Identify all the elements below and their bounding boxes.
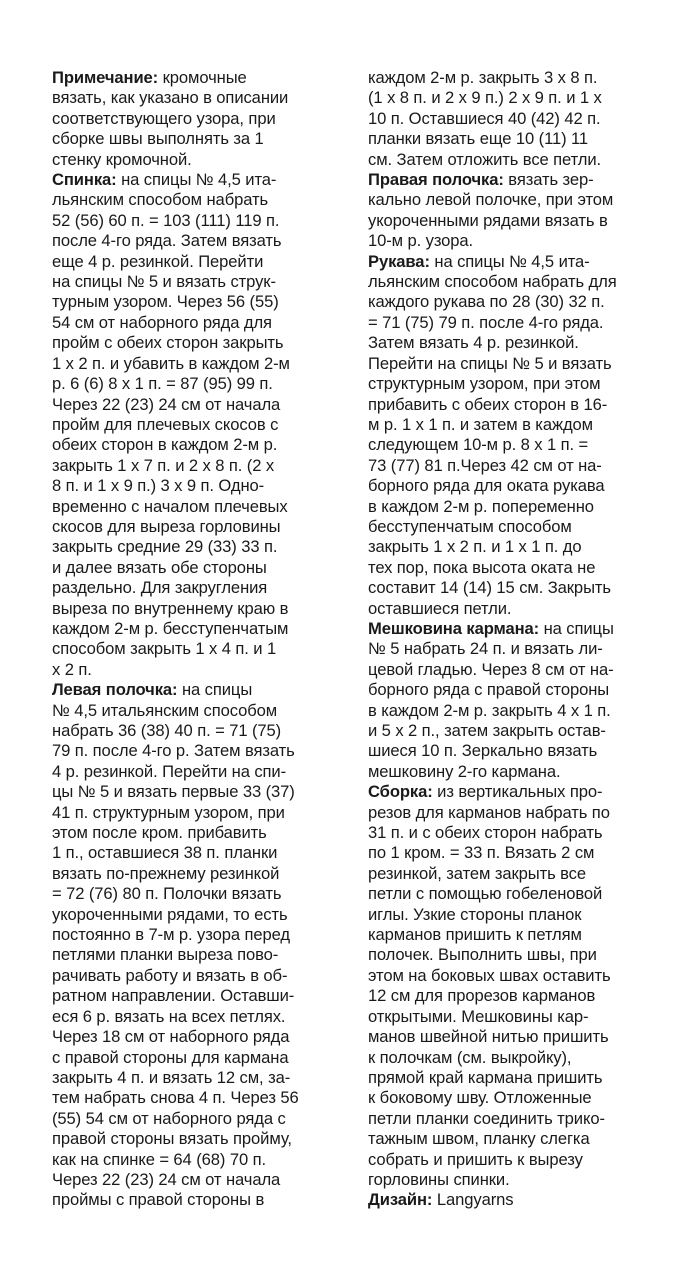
text-run: кромочные xyxy=(158,68,247,87)
text-line xyxy=(368,252,658,272)
text-run: горловины спинки. xyxy=(368,1169,510,1189)
text-run: № 4,5 итальянским способом xyxy=(52,700,278,720)
text-line xyxy=(52,1109,352,1129)
text-line xyxy=(52,1170,352,1190)
text-line xyxy=(368,1027,658,1047)
section-heading: Мешковина кармана: xyxy=(368,618,540,638)
text-line xyxy=(52,537,352,557)
text-run: 31 п. и с обеих сторон набрать xyxy=(368,823,603,843)
text-run: резинкой, затем закрыть все xyxy=(368,863,586,883)
text-run: мешковину 2-го кармана. xyxy=(368,761,561,781)
text-line xyxy=(368,599,658,619)
text-line xyxy=(368,109,658,129)
text-line xyxy=(52,272,352,292)
text-line xyxy=(52,905,352,925)
text-run: обеих сторон в каждом 2-м р. xyxy=(52,435,278,455)
text-run: 54 см от наборного ряда для xyxy=(52,312,272,332)
text-line xyxy=(52,150,352,170)
text-line xyxy=(52,966,352,986)
text-line xyxy=(368,578,658,598)
text-line xyxy=(52,456,352,476)
text-run: карманов пришить к петлям xyxy=(368,925,582,945)
text-line xyxy=(52,619,352,639)
text-run: 12 см для прорезов карманов xyxy=(368,986,596,1006)
text-line xyxy=(52,129,352,149)
text-run: см. Затем отложить все петли. xyxy=(368,149,602,169)
text-run: на спицы xyxy=(177,680,253,700)
text-run: временно с началом плечевых xyxy=(52,496,288,516)
text-run: тем набрать снова 4 п. Через 56 xyxy=(52,1088,299,1108)
text-run: прямой край кармана пришить xyxy=(368,1067,603,1087)
text-run: прибавить с обеих сторон в 16- xyxy=(368,394,608,414)
text-run: открытыми. Мешковины кар- xyxy=(368,1006,589,1026)
text-line xyxy=(52,231,352,251)
text-line xyxy=(52,415,352,435)
text-run: Перейти на спицы № 5 и вязать xyxy=(368,353,612,373)
text-line xyxy=(52,109,352,129)
text-run: планки вязать еще 10 (11) 11 xyxy=(368,129,589,149)
text-run: после 4-го ряда. Затем вязать xyxy=(52,231,282,251)
text-line xyxy=(368,415,658,435)
text-run: этом на боковых швах оставить xyxy=(368,965,611,985)
text-line xyxy=(52,639,352,659)
text-line xyxy=(368,945,658,965)
text-line xyxy=(52,558,352,578)
text-line xyxy=(368,190,658,210)
text-line xyxy=(368,966,658,986)
section-heading: Правая полочка: xyxy=(368,170,504,190)
text-line xyxy=(368,354,658,374)
text-run: тажным швом, планку слегка xyxy=(368,1129,590,1149)
text-line xyxy=(368,905,658,925)
text-run: в каждом 2-м р. закрыть 4 х 1 п. xyxy=(368,700,611,720)
text-line xyxy=(368,497,658,517)
text-run: резов для карманов набрать по xyxy=(368,802,610,822)
text-line xyxy=(52,803,352,823)
text-line xyxy=(52,497,352,517)
text-line xyxy=(368,782,658,802)
text-run: из вертикальных про- xyxy=(432,782,603,802)
text-run: Через 22 (23) 24 см от начала xyxy=(52,394,281,414)
text-line xyxy=(52,395,352,415)
text-run: шиеся 10 п. Зеркально вязать xyxy=(368,741,598,761)
text-line xyxy=(52,1068,352,1088)
text-line xyxy=(52,823,352,843)
text-line xyxy=(52,354,352,374)
text-line xyxy=(368,150,658,170)
text-run: собрать и пришить к вырезу xyxy=(368,1149,583,1169)
text-line xyxy=(52,292,352,312)
section-heading: Левая полочка: xyxy=(52,680,178,700)
text-line xyxy=(368,435,658,455)
text-line xyxy=(52,945,352,965)
text-run: проймы с правой стороны в xyxy=(52,1190,265,1210)
text-run: и далее вязать обе стороны xyxy=(52,557,267,577)
text-run: этом после кром. прибавить xyxy=(52,823,267,843)
text-line xyxy=(52,925,352,945)
text-run: и 5 х 2 п., затем закрыть остав- xyxy=(368,721,606,740)
text-run: 10-м р. узора. xyxy=(368,231,474,251)
text-line xyxy=(368,517,658,537)
text-line xyxy=(368,680,658,700)
text-run: вязать зер- xyxy=(503,170,594,190)
text-run: м р. 1 х 1 п. и затем в каждом xyxy=(368,414,593,434)
text-run: борного ряда с правой стороны xyxy=(368,680,610,700)
text-run: р. 6 (6) 8 х 1 п. = 87 (95) 99 п. xyxy=(52,374,273,394)
text-line xyxy=(52,986,352,1006)
text-run: сборке швы выполнять за 1 xyxy=(52,129,264,149)
text-run: Через 18 см от наборного ряда xyxy=(52,1027,290,1047)
text-run: 1 п., оставшиеся 38 п. планки xyxy=(52,843,278,863)
text-run: на спицы № 4,5 ита- xyxy=(116,170,277,190)
text-line xyxy=(368,88,658,108)
text-run: х 2 п. xyxy=(52,659,92,679)
text-line xyxy=(368,741,658,761)
text-line xyxy=(368,456,658,476)
text-run: тех пор, пока высота оката не xyxy=(368,557,596,577)
text-line xyxy=(368,395,658,415)
text-run: (1 х 8 п. и 2 х 9 п.) 2 х 9 п. и 1 х xyxy=(368,88,602,108)
text-run: Langyarns xyxy=(432,1190,514,1210)
text-run: полочек. Выполнить швы, при xyxy=(368,945,597,965)
right-text-column xyxy=(368,68,658,1211)
text-line xyxy=(52,1190,352,1210)
text-run: кально левой полочке, при этом xyxy=(368,190,614,210)
text-run: турным узором. Через 56 (55) xyxy=(52,292,279,312)
text-line xyxy=(368,884,658,904)
text-line xyxy=(368,925,658,945)
text-run: правой стороны вязать пройму, xyxy=(52,1129,292,1149)
text-line xyxy=(368,68,658,88)
text-run: 52 (56) 60 п. = 103 (111) 119 п. xyxy=(52,210,280,230)
text-run: способом закрыть 1 х 4 п. и 1 xyxy=(52,639,277,659)
text-line xyxy=(368,1109,658,1129)
text-run: каждого рукава по 28 (30) 32 п. xyxy=(368,292,605,312)
section-heading: Спинка: xyxy=(52,170,117,190)
text-run: укороченными рядами, то есть xyxy=(52,904,288,924)
text-run: с правой стороны для кармана xyxy=(52,1047,289,1067)
text-run: = 72 (76) 80 п. Полочки вязать xyxy=(52,884,282,904)
text-line xyxy=(368,333,658,353)
text-line xyxy=(368,313,658,333)
text-line xyxy=(52,517,352,537)
text-run: 1 х 2 п. и убавить в каждом 2-м xyxy=(52,353,290,373)
text-line xyxy=(368,1048,658,1068)
text-line xyxy=(52,599,352,619)
text-line xyxy=(368,170,658,190)
text-line xyxy=(368,986,658,1006)
text-line xyxy=(368,823,658,843)
text-line xyxy=(52,88,352,108)
text-line xyxy=(368,721,658,741)
text-run: раздельно. Для закругления xyxy=(52,578,268,598)
text-run: льянским способом набрать xyxy=(52,190,269,210)
text-run: петли планки соединить трико- xyxy=(368,1108,605,1128)
text-run: на спицы № 5 и вязать струк- xyxy=(52,272,276,292)
text-run: набрать 36 (38) 40 п. = 71 (75) xyxy=(52,721,282,740)
section-heading: Примечание: xyxy=(52,68,159,87)
text-run: еще 4 р. резинкой. Перейти xyxy=(52,251,264,271)
text-run: постоянно в 7-м р. узора перед xyxy=(52,925,290,945)
text-line xyxy=(52,1007,352,1027)
text-line xyxy=(368,374,658,394)
text-run: скосов для выреза горловины xyxy=(52,516,281,536)
text-run: Через 22 (23) 24 см от начала xyxy=(52,1169,281,1189)
text-run: следующем 10-м р. 8 х 1 п. = xyxy=(368,435,589,455)
text-run: соответствующего узора, при xyxy=(52,108,276,128)
text-line xyxy=(52,741,352,761)
text-run: рачивать работу и вязать в об- xyxy=(52,965,288,985)
text-run: на спицы № 4,5 ита- xyxy=(429,251,590,271)
text-run: 8 п. и 1 х 9 п.) 3 х 9 п. Одно- xyxy=(52,476,265,496)
text-line xyxy=(368,1068,658,1088)
text-run: петли с помощью гобеленовой xyxy=(368,884,603,904)
text-line xyxy=(368,864,658,884)
text-run: составит 14 (14) 15 см. Закрыть xyxy=(368,578,611,598)
text-line xyxy=(52,884,352,904)
text-line xyxy=(368,803,658,823)
text-run: льянским способом набрать для xyxy=(368,272,617,292)
text-line xyxy=(52,782,352,802)
text-line xyxy=(368,1190,658,1210)
text-run: закрыть 1 х 2 п. и 1 х 1 п. до xyxy=(368,537,582,557)
text-line xyxy=(368,211,658,231)
text-line xyxy=(368,231,658,251)
text-line xyxy=(368,272,658,292)
section-heading: Сборка: xyxy=(368,782,433,802)
text-run: закрыть 4 п. и вязать 12 см, за- xyxy=(52,1067,291,1087)
text-run: укороченными рядами вязать в xyxy=(368,210,608,230)
text-run: иглы. Узкие стороны планок xyxy=(368,904,582,924)
text-line xyxy=(52,435,352,455)
text-line xyxy=(52,762,352,782)
text-run: еся 6 р. вязать на всех петлях. xyxy=(52,1006,286,1026)
text-line xyxy=(52,1088,352,1108)
text-run: к боковому шву. Отложенные xyxy=(368,1088,592,1108)
text-run: манов швейной нитью пришить xyxy=(368,1027,609,1047)
text-line xyxy=(52,1048,352,1068)
text-run: 79 п. после 4-го р. Затем вязать xyxy=(52,741,295,761)
text-run: оставшиеся петли. xyxy=(368,598,512,618)
text-run: цы № 5 и вязать первые 33 (37) xyxy=(52,782,295,802)
text-run: бесступенчатым способом xyxy=(368,516,572,536)
text-line xyxy=(368,1129,658,1149)
text-run: закрыть 1 х 7 п. и 2 х 8 п. (2 х xyxy=(52,455,275,475)
text-line xyxy=(52,660,352,680)
text-line xyxy=(368,1170,658,1190)
text-line xyxy=(52,843,352,863)
text-line xyxy=(52,190,352,210)
text-run: к полочкам (см. выкройку), xyxy=(368,1047,572,1067)
text-line xyxy=(368,639,658,659)
text-run: ратном направлении. Оставши- xyxy=(52,986,295,1006)
text-run: (55) 54 см от наборного ряда с xyxy=(52,1108,286,1128)
text-run: 4 р. резинкой. Перейти на спи- xyxy=(52,761,287,781)
text-run: в каждом 2-м р. попеременно xyxy=(368,496,594,516)
left-text-column xyxy=(52,68,352,1211)
text-line xyxy=(52,1150,352,1170)
text-line xyxy=(52,170,352,190)
text-line xyxy=(368,476,658,496)
text-run: борного ряда для оката рукава xyxy=(368,476,605,496)
text-line xyxy=(52,1027,352,1047)
text-line xyxy=(52,68,352,88)
text-line xyxy=(368,129,658,149)
text-run: = 71 (75) 79 п. после 4-го ряда. xyxy=(368,312,604,332)
section-heading: Рукава: xyxy=(368,251,430,271)
text-line xyxy=(52,476,352,496)
text-run: вязать по-прежнему резинкой xyxy=(52,863,280,883)
text-run: петлями планки выреза пово- xyxy=(52,945,279,965)
text-line xyxy=(52,701,352,721)
text-line xyxy=(368,1007,658,1027)
text-line xyxy=(52,864,352,884)
text-run: выреза по внутреннему краю в xyxy=(52,598,289,618)
text-run: 10 п. Оставшиеся 40 (42) 42 п. xyxy=(368,108,601,128)
text-line xyxy=(368,619,658,639)
text-run: цевой гладью. Через 8 см от на- xyxy=(368,659,614,679)
text-line xyxy=(368,660,658,680)
text-line xyxy=(368,701,658,721)
text-line xyxy=(52,211,352,231)
text-line xyxy=(52,252,352,272)
text-line xyxy=(52,333,352,353)
text-run: по 1 кром. = 33 п. Вязать 2 см xyxy=(368,843,595,863)
text-line xyxy=(52,313,352,333)
text-run: стенку кромочной. xyxy=(52,149,192,169)
text-line xyxy=(368,843,658,863)
text-run: Затем вязать 4 р. резинкой. xyxy=(368,333,579,353)
text-run: вязать, как указано в описании xyxy=(52,88,289,108)
text-line xyxy=(368,292,658,312)
text-line xyxy=(52,721,352,741)
text-run: 73 (77) 81 п.Через 42 см от на- xyxy=(368,455,602,475)
text-line xyxy=(52,578,352,598)
text-run: как на спинке = 64 (68) 70 п. xyxy=(52,1149,266,1169)
text-run: на спицы xyxy=(539,618,614,638)
section-heading: Дизайн: xyxy=(368,1190,433,1210)
text-line xyxy=(368,1150,658,1170)
text-run: 41 п. структурным узором, при xyxy=(52,802,285,822)
text-run: каждом 2-м р. бесступенчатым xyxy=(52,618,289,638)
text-run: № 5 набрать 24 п. и вязать ли- xyxy=(368,639,603,659)
text-run: пройм с обеих сторон закрыть xyxy=(52,333,284,353)
text-line xyxy=(52,1129,352,1149)
text-run: структурным узором, при этом xyxy=(368,374,601,394)
text-run: каждом 2-м р. закрыть 3 х 8 п. xyxy=(368,68,598,87)
text-line xyxy=(52,374,352,394)
text-run: закрыть средние 29 (33) 33 п. xyxy=(52,537,278,557)
text-line xyxy=(52,680,352,700)
text-run: пройм для плечевых скосов с xyxy=(52,414,279,434)
text-line xyxy=(368,537,658,557)
text-line xyxy=(368,762,658,782)
text-line xyxy=(368,558,658,578)
text-line xyxy=(368,1088,658,1108)
